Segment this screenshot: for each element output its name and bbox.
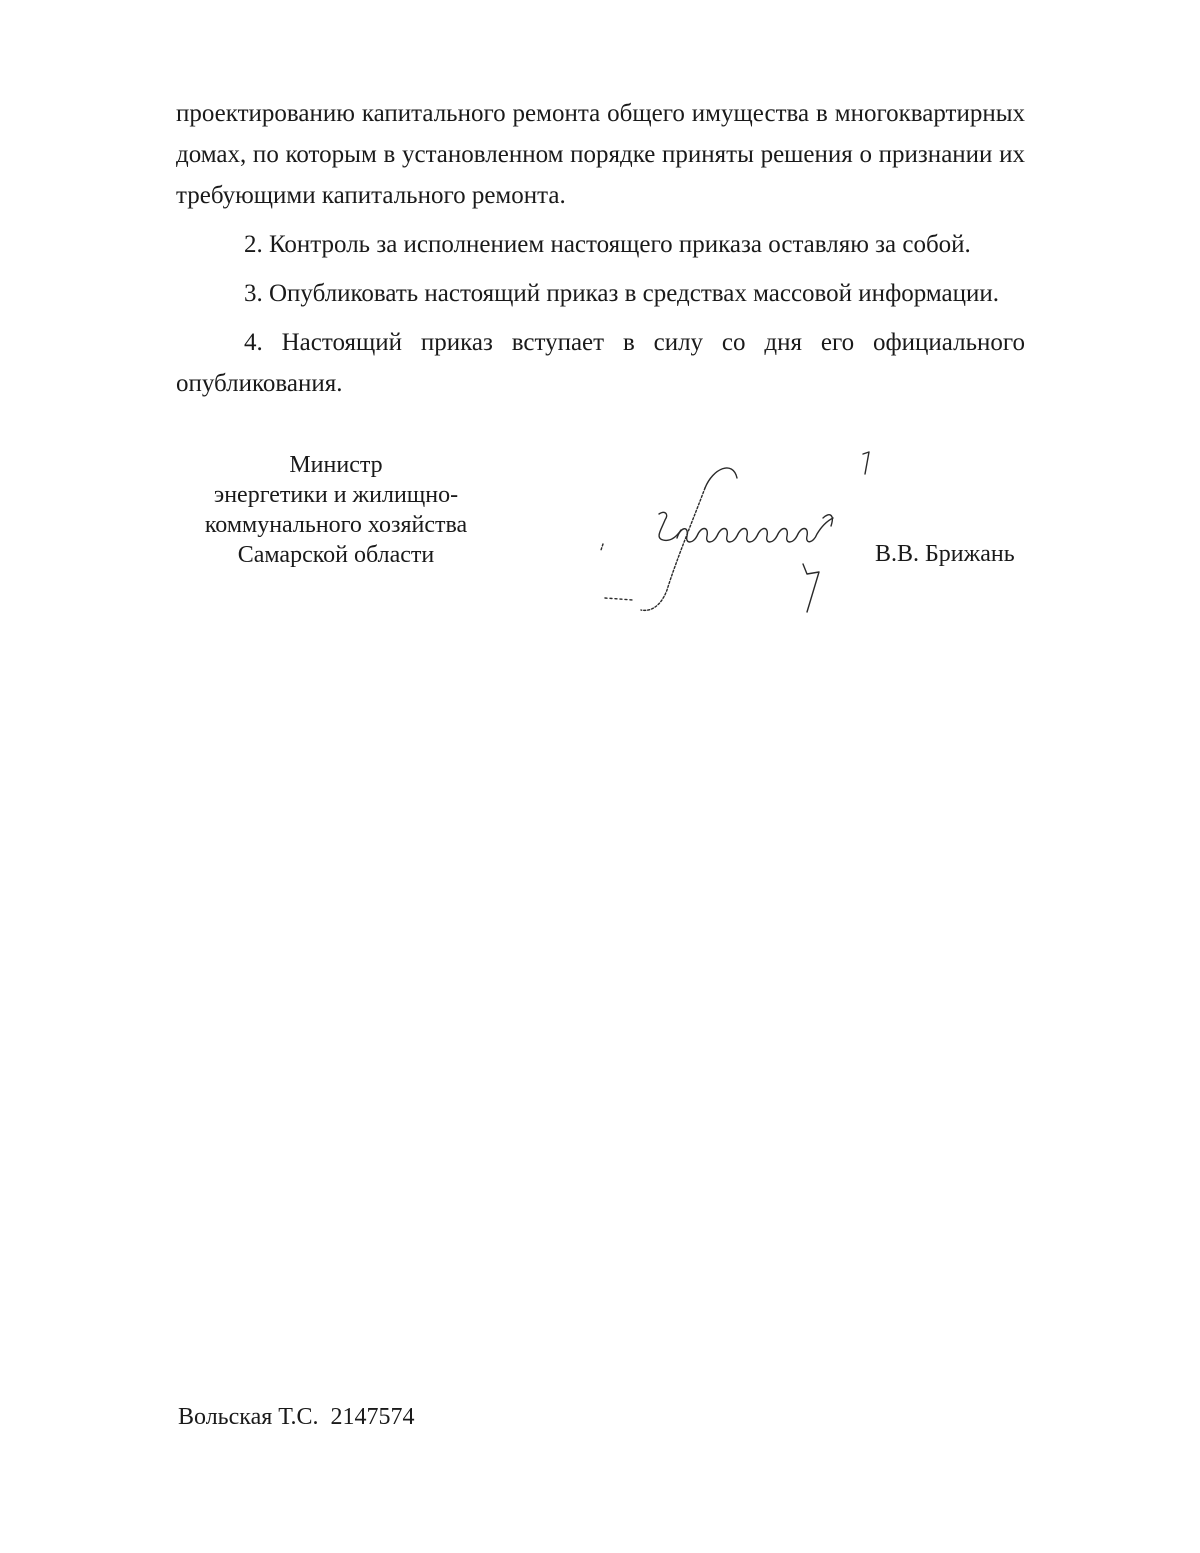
signer-title-line: Самарской области (237, 542, 435, 568)
signer-title-line: коммунального хозяйства (204, 512, 468, 538)
paragraph-continuation: проектированию капитального ремонта общего имущества в многоквартирных домах, по которым в установленном порядке приняты решения о признании их требующими капитального ремонта. (176, 100, 1025, 209)
handwritten-signature (585, 440, 885, 630)
executor-contact: Вольская Т.С. 2147574 (178, 1404, 415, 1430)
paragraph-item-4: 4. Настоящий приказ вступает в силу со дня его официального опубликования. (176, 329, 1025, 397)
signer-title-line: Министр (289, 452, 383, 478)
signer-name: В.В. Брижань (875, 541, 1015, 567)
paragraph-item-3: 3. Опубликовать настоящий приказ в средствах массовой информации. (244, 280, 1000, 307)
signer-title (176, 450, 496, 570)
paragraph-item-2: 2. Контроль за исполнением настоящего приказа оставляю за собой. (244, 231, 971, 258)
document-body (176, 93, 1025, 404)
signer-title-line: энергетики и жилищно- (213, 482, 459, 508)
